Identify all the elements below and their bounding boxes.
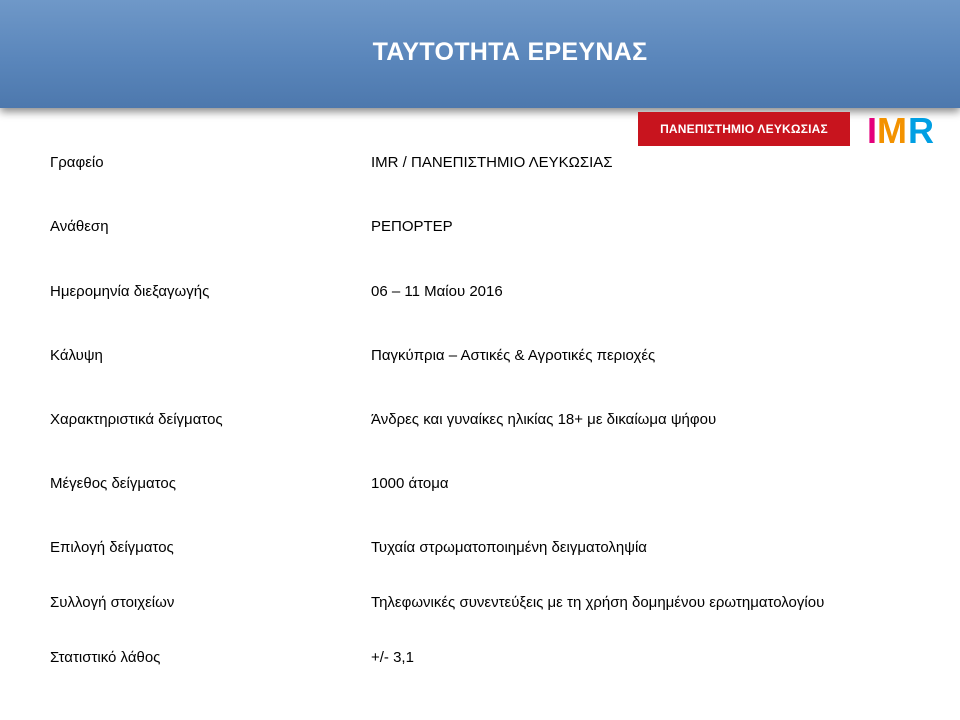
row-value: Άνδρες και γυναίκες ηλικίας 18+ με δικαίωμα ψήφου xyxy=(371,411,717,428)
row-label: Κάλυψη xyxy=(50,347,103,364)
row-value: Παγκύπρια – Αστικές & Αγροτικές περιοχές xyxy=(371,347,656,364)
row-assignment xyxy=(0,218,960,242)
row-value: Τηλεφωνικές συνεντεύξεις με τη χρήση δομημένου ερωτηματολογίου xyxy=(371,594,825,611)
imr-logo-letter-r: R xyxy=(908,110,934,146)
row-label: Στατιστικό λάθος xyxy=(50,649,161,666)
row-value: +/- 3,1 xyxy=(371,649,414,666)
row-label: Ανάθεση xyxy=(50,218,109,235)
row-coverage xyxy=(0,347,960,371)
row-statistical-error xyxy=(0,649,960,673)
imr-logo-letter-m: M xyxy=(877,110,907,146)
row-sample-selection xyxy=(0,539,960,563)
row-value: 06 – 11 Μαίου 2016 xyxy=(371,283,503,300)
row-label: Ημερομηνία διεξαγωγής xyxy=(50,283,210,300)
row-value: Τυχαία στρωματοποιημένη δειγματοληψία xyxy=(371,539,647,556)
row-sample-characteristics xyxy=(0,411,960,435)
row-value: 1000 άτομα xyxy=(371,475,449,492)
row-label: Μέγεθος δείγματος xyxy=(50,475,176,492)
row-label: Χαρακτηριστικά δείγματος xyxy=(50,411,223,428)
row-office xyxy=(0,154,960,178)
row-value: ΡΕΠΟΡΤΕΡ xyxy=(371,218,453,235)
row-label: Γραφείο xyxy=(50,154,104,171)
row-label: Επιλογή δείγματος xyxy=(50,539,174,556)
row-date xyxy=(0,283,960,307)
imr-logo-letter-i: I xyxy=(867,110,878,146)
row-value: IMR / ΠΑΝΕΠΙΣΤΗΜΙΟ ΛΕΥΚΩΣΙΑΣ xyxy=(371,154,613,171)
page-title: ΤΑΥΤΟΤΗΤΑ ΕΡΕΥΝΑΣ xyxy=(372,38,648,66)
row-data-collection xyxy=(0,594,960,618)
row-label: Συλλογή στοιχείων xyxy=(50,594,175,611)
university-logo: ΠΑΝΕΠΙΣΤΗΜΙΟ ΛΕΥΚΩΣΙΑΣ xyxy=(638,112,850,146)
row-sample-size xyxy=(0,475,960,499)
